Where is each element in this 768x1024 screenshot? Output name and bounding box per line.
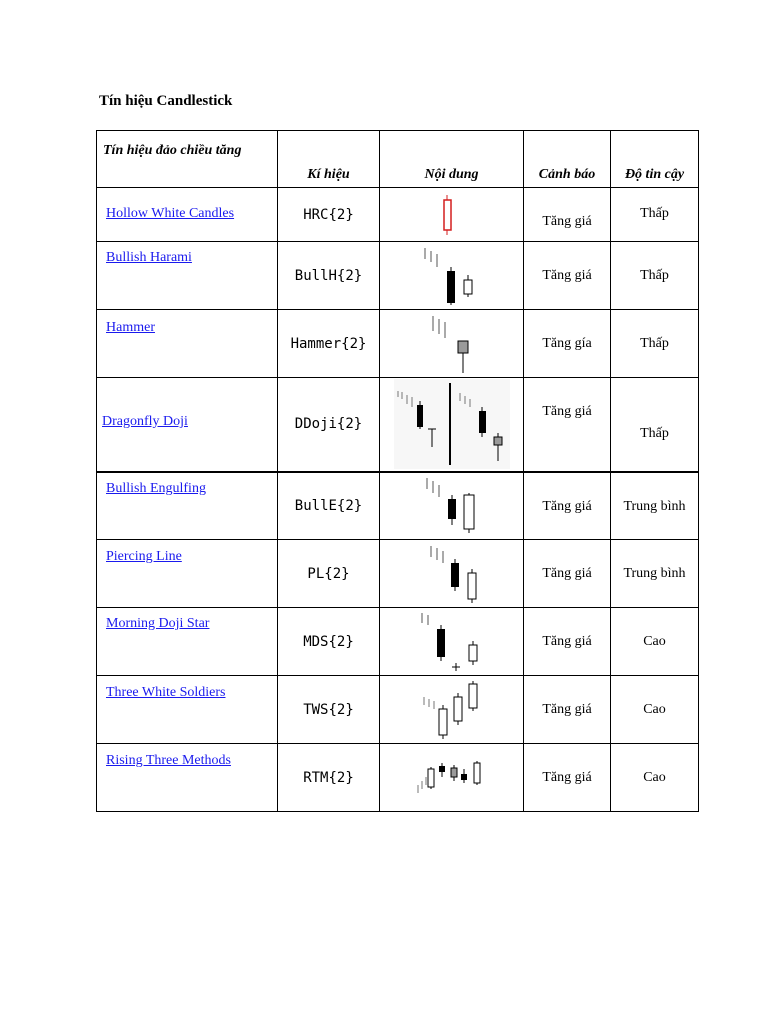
warning-cell: Tăng giá — [524, 540, 611, 608]
reliability-cell: Cao — [611, 608, 699, 676]
table-row — [97, 608, 699, 676]
candlestick-diagram — [417, 245, 487, 307]
symbol-cell: Hammer{2} — [278, 310, 380, 378]
reliability-cell: Trung bình — [611, 472, 699, 540]
reliability-cell: Cao — [611, 744, 699, 812]
reliability-cell: Thấp — [611, 188, 699, 242]
pattern-image-hammer — [380, 310, 524, 378]
candlestick-table — [96, 130, 699, 812]
header-content: Nội dung — [380, 131, 524, 188]
table-row — [97, 676, 699, 744]
candlestick-diagram — [412, 747, 492, 809]
table-row — [97, 378, 699, 472]
pattern-image-three-white-soldiers — [380, 676, 524, 744]
candlestick-diagram — [412, 611, 492, 673]
reliability-cell: Thấp — [611, 378, 699, 472]
warning-cell: Tăng giá — [524, 188, 611, 242]
candlestick-diagram — [412, 679, 492, 741]
table-header-row — [97, 131, 699, 188]
candlestick-diagram — [417, 543, 487, 605]
page-title: Tín hiệu Candlestick — [99, 93, 233, 109]
candlestick-diagram — [417, 475, 487, 537]
header-reliability: Độ tin cậy — [611, 131, 699, 188]
table-row — [97, 472, 699, 540]
pattern-link-hammer[interactable]: Hammer — [106, 320, 155, 335]
warning-cell: Tăng giá — [524, 378, 611, 472]
warning-cell: Tăng gía — [524, 310, 611, 378]
symbol-cell: TWS{2} — [278, 676, 380, 744]
warning-cell: Tăng giá — [524, 608, 611, 676]
pattern-link-three-white-soldiers[interactable]: Three White Soldiers — [106, 685, 226, 700]
header-name: Tín hiệu đảo chiều tăng — [97, 131, 278, 188]
pattern-image-rising-three-methods — [380, 744, 524, 812]
header-symbol: Kí hiệu — [278, 131, 380, 188]
pattern-link-rising-three-methods[interactable]: Rising Three Methods — [106, 753, 231, 768]
table-row — [97, 744, 699, 812]
pattern-image-dragonfly-doji — [380, 378, 524, 472]
warning-cell: Tăng giá — [524, 242, 611, 310]
warning-cell: Tăng giá — [524, 676, 611, 744]
symbol-cell: RTM{2} — [278, 744, 380, 812]
symbol-cell: BullH{2} — [278, 242, 380, 310]
warning-cell: Tăng giá — [524, 744, 611, 812]
candlestick-diagram — [422, 193, 482, 237]
table-row — [97, 242, 699, 310]
reliability-cell: Thấp — [611, 310, 699, 378]
pattern-image-morning-doji-star — [380, 608, 524, 676]
pattern-link-bullish-harami[interactable]: Bullish Harami — [106, 250, 192, 265]
symbol-cell: BullE{2} — [278, 472, 380, 540]
pattern-link-morning-doji-star[interactable]: Morning Doji Star — [106, 616, 210, 631]
pattern-link-piercing-line[interactable]: Piercing Line — [106, 549, 182, 564]
symbol-cell: PL{2} — [278, 540, 380, 608]
symbol-cell: DDoji{2} — [278, 378, 380, 472]
pattern-link-dragonfly-doji[interactable]: Dragonfly Doji — [102, 414, 188, 429]
pattern-image-hollow-white-candles — [380, 188, 524, 242]
table-row — [97, 188, 699, 242]
reliability-cell: Thấp — [611, 242, 699, 310]
reliability-cell: Cao — [611, 676, 699, 744]
pattern-image-bullish-harami — [380, 242, 524, 310]
pattern-image-piercing-line — [380, 540, 524, 608]
header-warning: Cảnh báo — [524, 131, 611, 188]
symbol-cell: MDS{2} — [278, 608, 380, 676]
pattern-link-hollow-white-candles[interactable]: Hollow White Candles — [106, 206, 235, 221]
reliability-cell: Trung bình — [611, 540, 699, 608]
symbol-cell: HRC{2} — [278, 188, 380, 242]
warning-cell: Tăng giá — [524, 472, 611, 540]
pattern-link-bullish-engulfing[interactable]: Bullish Engulfing — [106, 480, 206, 496]
table-row — [97, 310, 699, 378]
candlestick-diagram — [394, 379, 510, 469]
table-row — [97, 540, 699, 608]
candlestick-diagram — [417, 313, 487, 375]
pattern-image-bullish-engulfing — [380, 472, 524, 540]
